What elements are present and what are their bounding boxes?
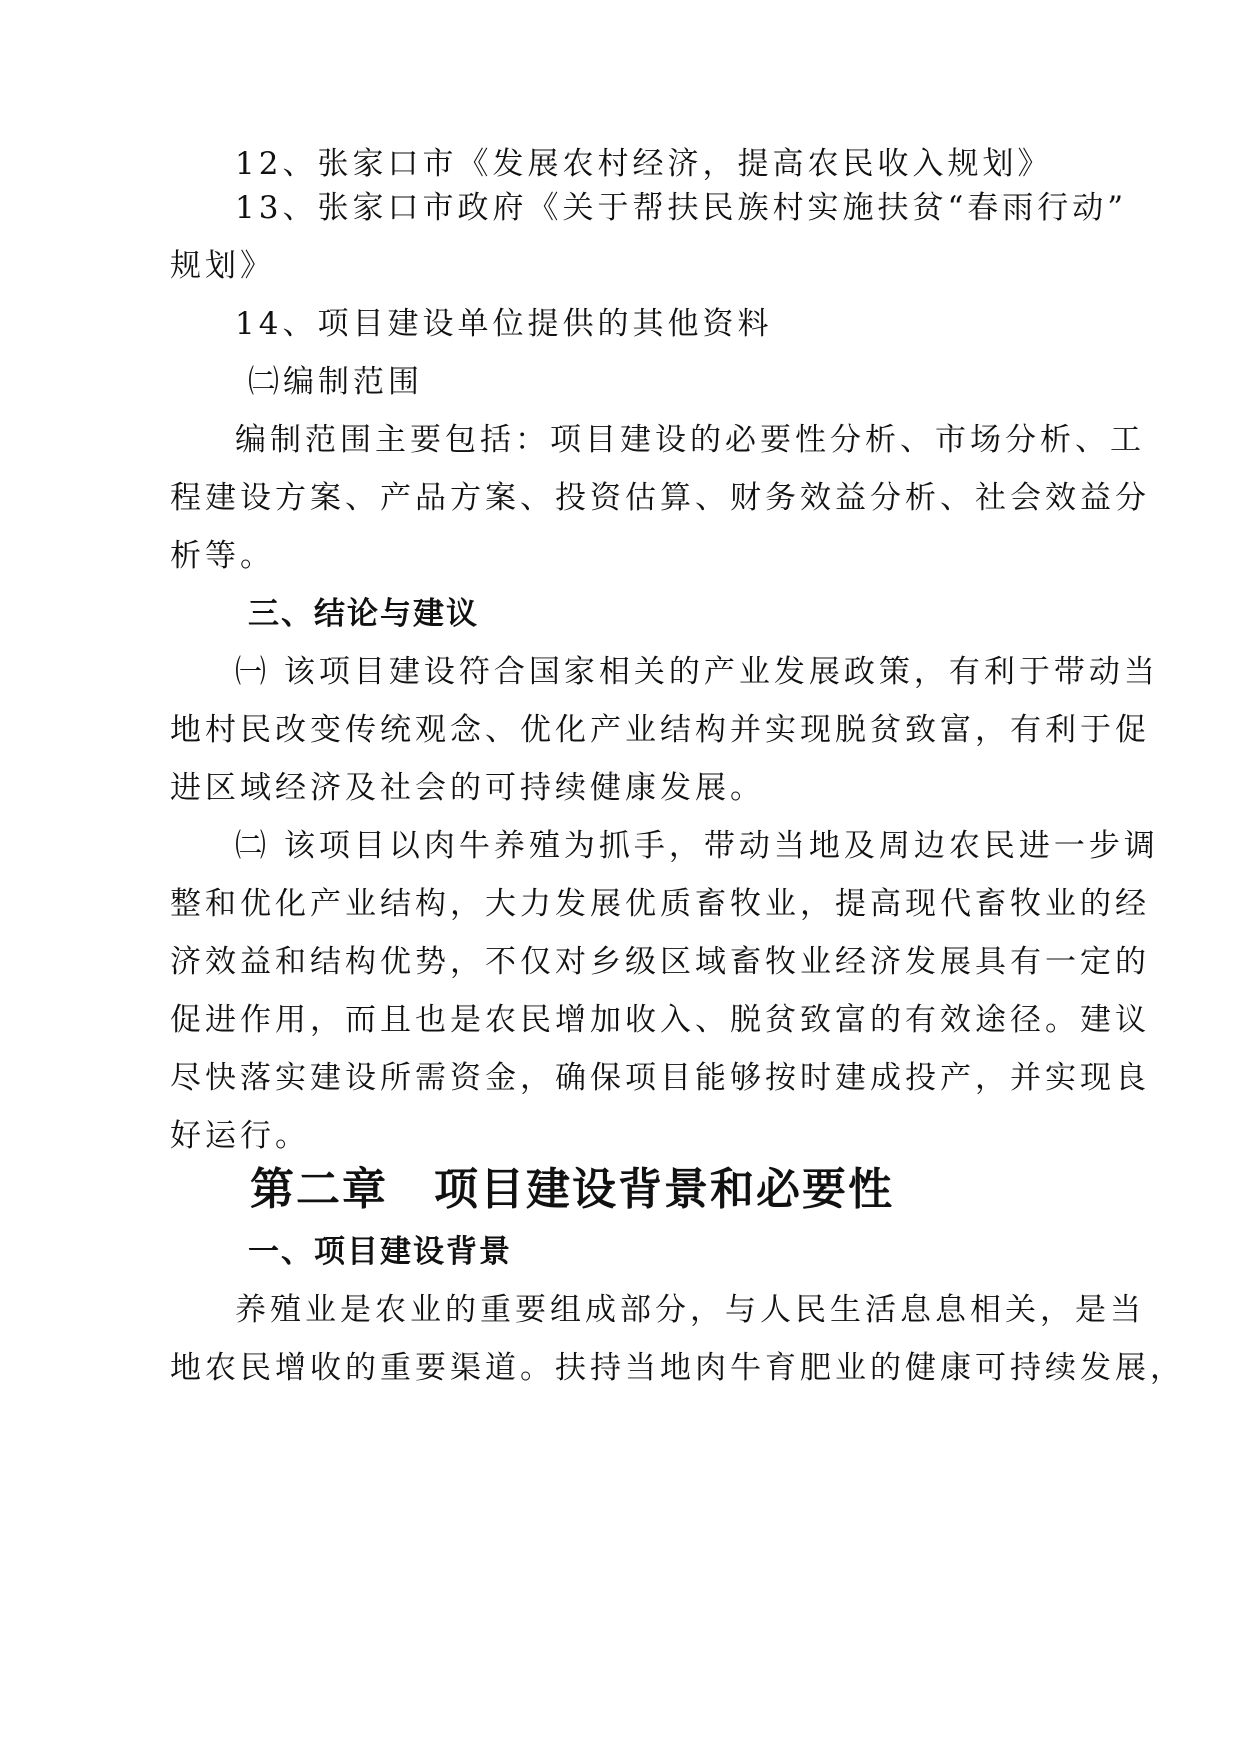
reference-item-13: 13、张家口市政府《关于帮扶民族村实施扶贫“春雨行动” — [235, 190, 1128, 226]
reference-item-14: 14、项目建设单位提供的其他资料 — [235, 306, 773, 342]
conclusion-1-line-2: 地村民改变传统观念、优化产业结构并实现脱贫致富，有利于促 — [170, 712, 1150, 748]
section-heading-conclusions: 三、结论与建议 — [248, 596, 479, 632]
subsection-heading-scope: ㈡编制范围 — [248, 364, 423, 400]
scope-paragraph-line-1: 编制范围主要包括：项目建设的必要性分析、市场分析、工 — [235, 422, 1145, 458]
reference-item-13-continued: 规划》 — [170, 248, 275, 284]
conclusion-2-line-3: 济效益和结构优势，不仅对乡级区域畜牧业经济发展具有一定的 — [170, 944, 1150, 980]
background-paragraph-line-1: 养殖业是农业的重要组成部分，与人民生活息息相关，是当 — [235, 1292, 1145, 1328]
scope-paragraph-line-2: 程建设方案、产品方案、投资估算、财务效益分析、社会效益分 — [170, 480, 1150, 516]
conclusion-2-line-6: 好运行。 — [170, 1118, 310, 1154]
conclusion-1-line-3: 进区域经济及社会的可持续健康发展。 — [170, 770, 765, 806]
conclusion-1-line-1: ㈠ 该项目建设符合国家相关的产业发展政策，有利于带动当 — [235, 654, 1159, 690]
background-paragraph-line-2: 地农民增收的重要渠道。扶持当地肉牛育肥业的健康可持续发展， — [170, 1350, 1185, 1386]
conclusion-2-line-4: 促进作用，而且也是农民增加收入、脱贫致富的有效途径。建议 — [170, 1002, 1150, 1038]
scope-paragraph-line-3: 析等。 — [170, 538, 275, 574]
conclusion-2-line-1: ㈡ 该项目以肉牛养殖为抓手，带动当地及周边农民进一步调 — [235, 828, 1159, 864]
reference-item-12: 12、张家口市《发展农村经济，提高农民收入规划》 — [235, 146, 1053, 182]
section-heading-background: 一、项目建设背景 — [248, 1234, 512, 1270]
conclusion-2-line-5: 尽快落实建设所需资金，确保项目能够按时建成投产，并实现良 — [170, 1060, 1150, 1096]
chapter-title: 第二章 项目建设背景和必要性 — [250, 1164, 894, 1215]
conclusion-2-line-2: 整和优化产业结构，大力发展优质畜牧业，提高现代畜牧业的经 — [170, 886, 1150, 922]
